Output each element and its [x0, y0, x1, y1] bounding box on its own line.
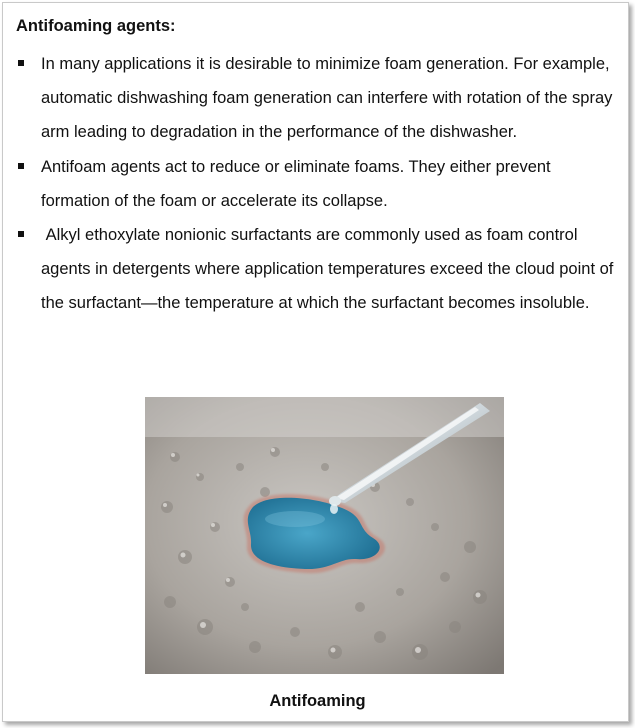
section-heading: Antifoaming agents: — [16, 17, 176, 35]
bullet-text: Alkyl ethoxylate nonionic surfactants are commonly used as foam control agents in detergents where application temperatures exceed the cloud point of the surfactant—the temperature at which the surfactant becomes insoluble. — [41, 226, 618, 313]
bullet-text: Antifoam agents act to reduce or eliminate foams. They either prevent formation of the foam or accelerate its collapse. — [41, 157, 551, 210]
slide-card — [2, 2, 629, 722]
antifoaming-photo — [145, 397, 504, 674]
list-item — [17, 47, 623, 150]
square-bullet-icon — [18, 60, 24, 66]
list-item — [17, 218, 623, 321]
bullet-list — [17, 47, 623, 321]
figure-caption: Antifoaming — [269, 692, 366, 710]
bullet-text: In many applications it is desirable to minimize foam generation. For example, automatic dishwashing foam generation can interfere with rotation of the spray arm leading to degradation in the performance of the dishwasher. — [41, 55, 613, 142]
list-item — [17, 150, 623, 218]
square-bullet-icon — [18, 163, 24, 169]
square-bullet-icon — [18, 231, 24, 237]
